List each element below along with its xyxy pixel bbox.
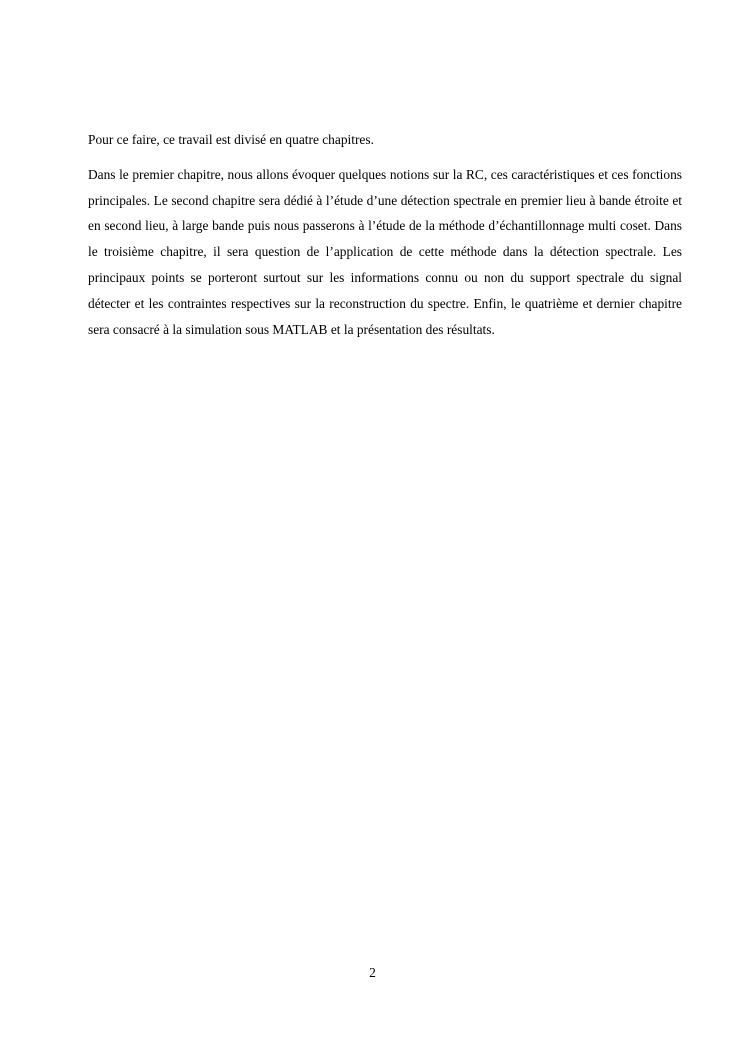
paragraph-intro: Pour ce faire, ce travail est divisé en quatre chapitres. [88, 132, 374, 147]
paragraph-chapters-overview: Dans le premier chapitre, nous allons évoquer quelques notions sur la RC, ces caractéristiques et ces fonctions principales. Le second chapitre sera dédié à l’étude d’une détection spectrale en premier lieu à bande étroite et en second lieu, à large bande puis nous passerons à l’étude de la méthode d’échantillonnage multi coset. Dans le troisième chapitre, il sera question de l’application de cette méthode dans la détection spectrale. Les principaux points se porteront surtout sur les informations connu ou non du support spectrale du signal détecter et les contraintes respectives sur la reconstruction du spectre. Enfin, le quatrième et dernier chapitre sera consacré à la simulation sous MATLAB et la présentation des résultats. [88, 166, 682, 337]
page-number: 2 [369, 965, 376, 980]
body-text [88, 127, 682, 342]
